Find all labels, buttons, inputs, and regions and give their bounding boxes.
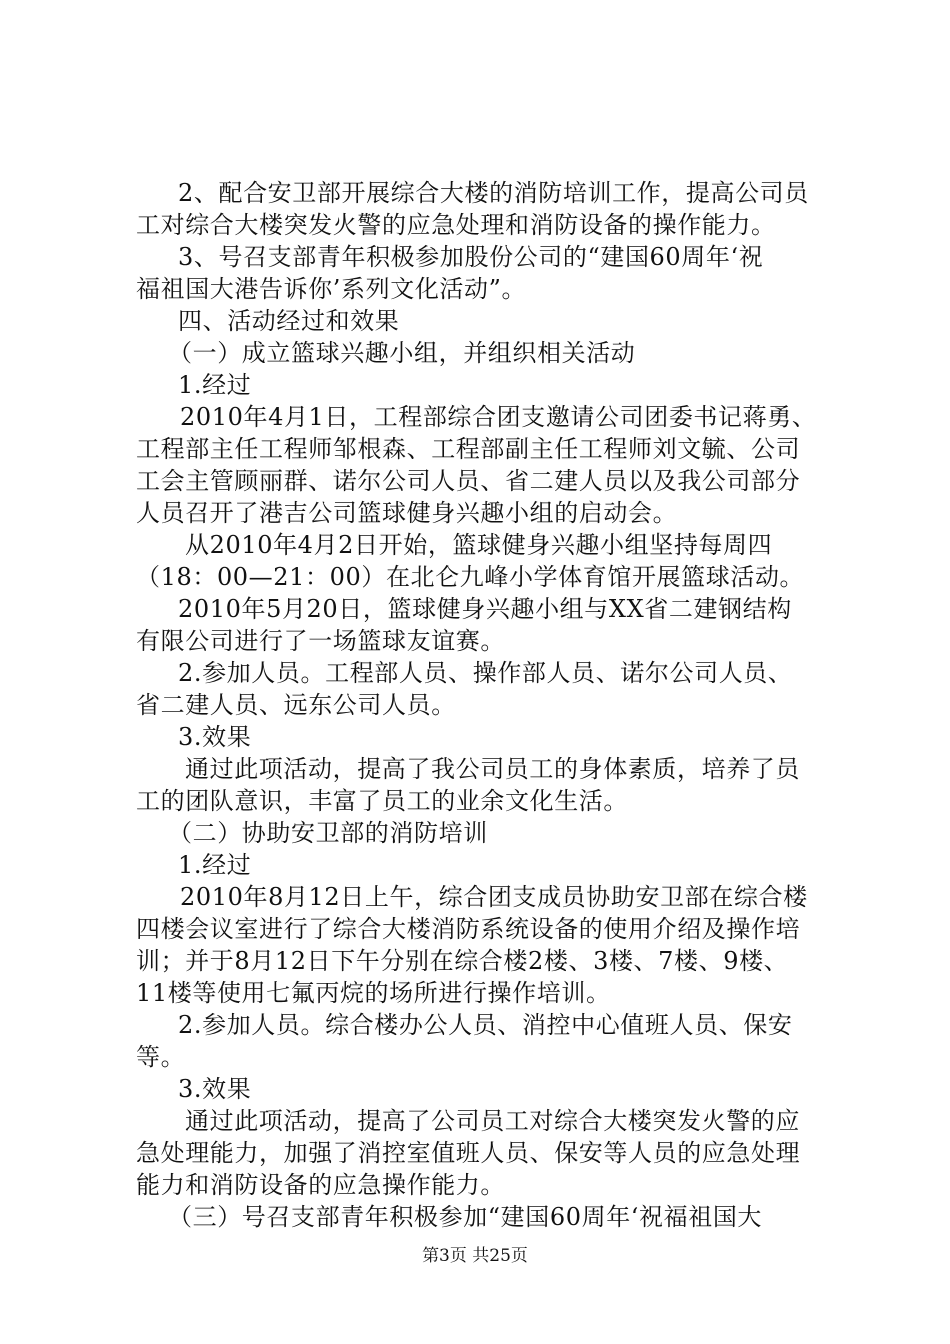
body-text-line: 急处理能力，加强了消控室值班人员、保安等人员的应急处理 (136, 1139, 801, 1167)
body-text-line: 人员召开了港吉公司篮球健身兴趣小组的启动会。 (136, 499, 678, 527)
body-text-line: 训；并于8月12日下午分别在综合楼2楼、3楼、7楼、9楼、 (136, 947, 789, 975)
body-text-line: 11楼等使用七氟丙烷的场所进行操作培训。 (136, 979, 611, 1007)
body-text-line: 通过此项活动，提高了公司员工对综合大楼突发火警的应 (185, 1107, 800, 1135)
body-text-line: 工的团队意识，丰富了员工的业余文化生活。 (136, 787, 628, 815)
body-text-line: 等。 (136, 1043, 186, 1071)
item-heading: 1.经过 (178, 851, 252, 879)
body-text-line: 通过此项活动，提高了我公司员工的身体素质，培养了员 (185, 755, 800, 783)
item-heading: 3.效果 (178, 1075, 252, 1103)
body-text-line: 工对综合大楼突发火警的应急处理和消防设备的操作能力。 (136, 211, 776, 239)
body-text-line: （18：00—21：00）在北仑九峰小学体育馆开展篮球活动。 (136, 563, 805, 591)
body-text-line: 四楼会议室进行了综合大楼消防系统设备的使用介绍及操作培 (136, 915, 801, 943)
body-text-line: 2、配合安卫部开展综合大楼的消防培训工作，提高公司员 (178, 179, 809, 207)
body-text-line: 省二建人员、远东公司人员。 (136, 691, 456, 719)
body-text-line: 2.参加人员。综合楼办公人员、消控中心值班人员、保安 (178, 1011, 793, 1039)
body-text-line: 2.参加人员。工程部人员、操作部人员、诺尔公司人员、 (178, 659, 793, 687)
section-heading: 四、活动经过和效果 (178, 307, 400, 335)
item-heading: 3.效果 (178, 723, 252, 751)
subsection-heading: （三）号召支部青年积极参加“建国60周年‘祝福祖国大 (168, 1203, 763, 1231)
subsection-heading: （一）成立篮球兴趣小组，并组织相关活动 (168, 339, 636, 367)
body-text-line: 福祖国大港告诉你’系列文化活动”。 (136, 275, 527, 303)
item-heading: 1.经过 (178, 371, 252, 399)
subsection-heading: （二）协助安卫部的消防培训 (168, 819, 488, 847)
body-text-line: 2010年5月20日，篮球健身兴趣小组与XX省二建钢结构 (178, 595, 792, 623)
body-text-line: 从2010年4月2日开始，篮球健身兴趣小组坚持每周四 (185, 531, 773, 559)
body-text-line: 2010年4月1日，工程部综合团支邀请公司团委书记蒋勇、 (180, 403, 817, 431)
body-text-line: 工程部主任工程师邹根森、工程部副主任工程师刘文毓、公司 (136, 435, 801, 463)
page-number-footer: 第3页 共25页 (422, 1246, 528, 1266)
body-text-line: 能力和消防设备的应急操作能力。 (136, 1171, 505, 1199)
body-text-line: 工会主管顾丽群、诺尔公司人员、省二建人员以及我公司部分 (136, 467, 801, 495)
body-text-line: 3、号召支部青年积极参加股份公司的“建国60周年‘祝 (178, 243, 764, 271)
body-text-line: 2010年8月12日上午，综合团支成员协助安卫部在综合楼 (180, 883, 808, 911)
body-text-line: 有限公司进行了一场篮球友谊赛。 (136, 627, 505, 655)
